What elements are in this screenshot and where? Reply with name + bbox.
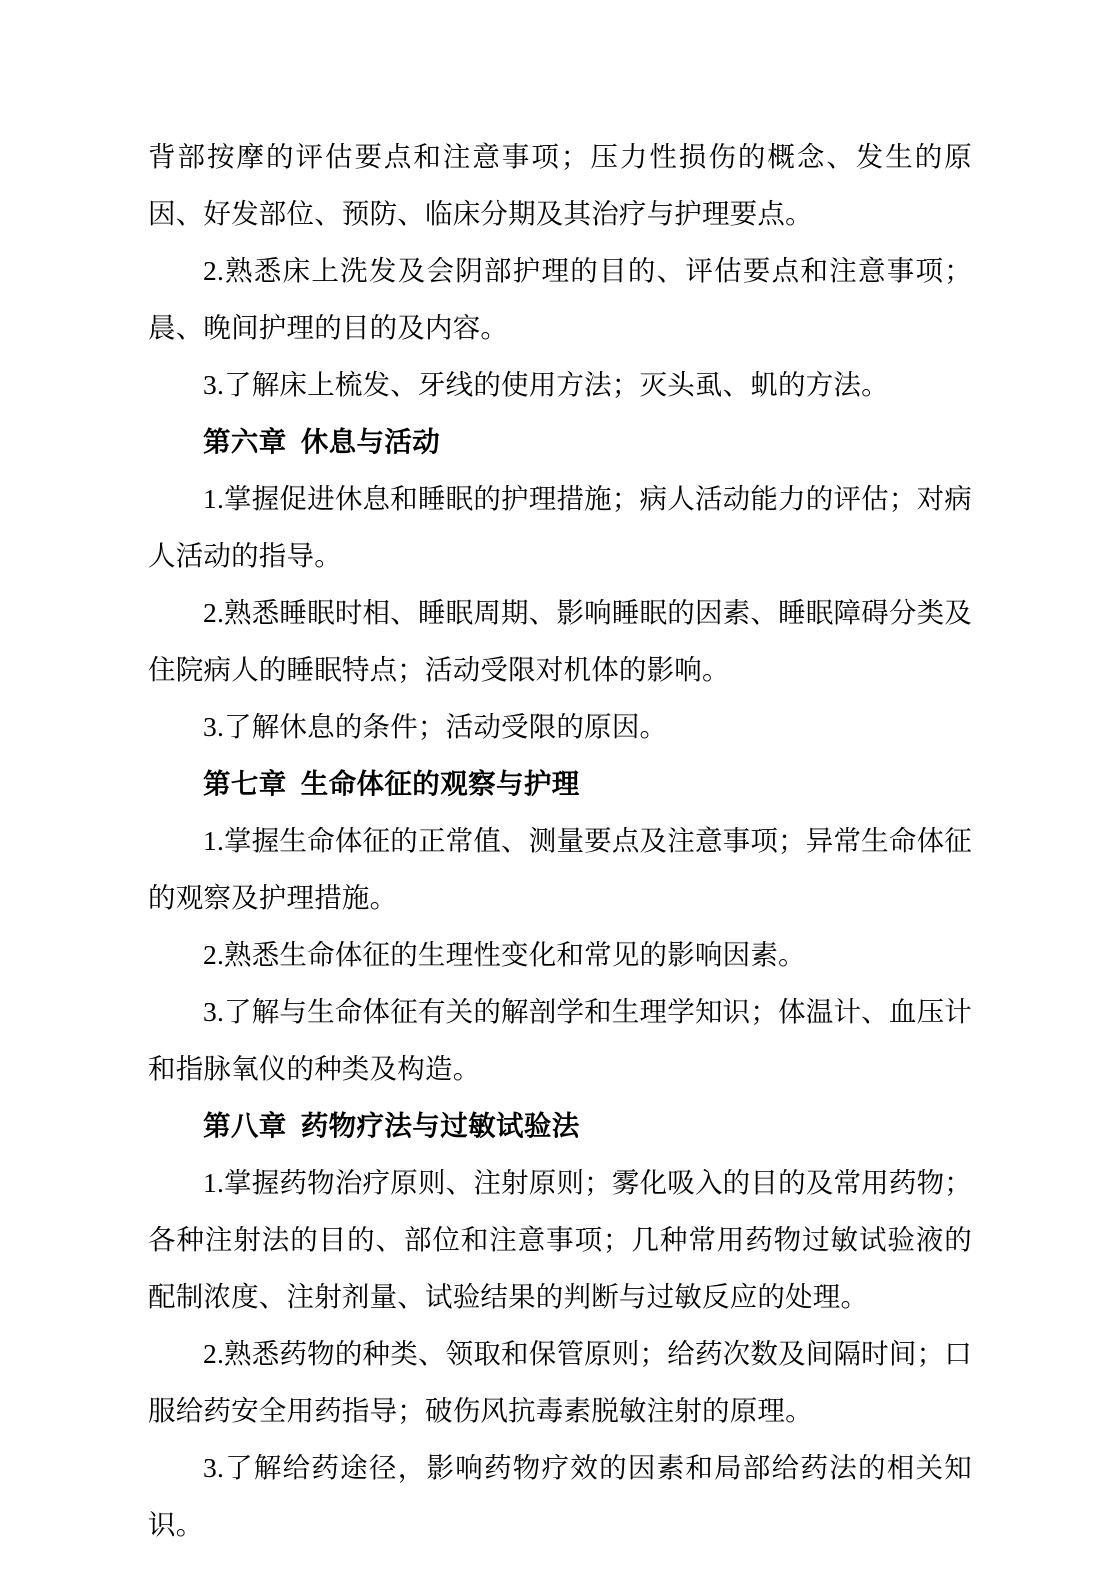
chapter-title: 休息与活动 <box>300 426 441 457</box>
paragraph-item: 1.掌握促进休息和睡眠的护理措施；病人活动能力的评估；对病人活动的指导。 <box>148 483 972 571</box>
chapter-heading-8 <box>148 1097 972 1154</box>
paragraph-item: 2.熟悉生命体征的生理性变化和常见的影响因素。 <box>203 939 806 970</box>
chapter-number: 第八章 <box>203 1110 287 1141</box>
paragraph-item: 1.掌握生命体征的正常值、测量要点及注意事项；异常生命体征的观察及护理措施。 <box>148 825 972 913</box>
paragraph-item: 3.了解与生命体征有关的解剖学和生理学知识；体温计、血压计和指脉氧仪的种类及构造。 <box>148 996 972 1084</box>
chapter-title: 生命体征的观察与护理 <box>300 768 580 799</box>
chapter-heading-7 <box>148 755 972 812</box>
paragraph-item: 2.熟悉药物的种类、领取和保管原则；给药次数及间隔时间；口服给药安全用药指导；破伤风抗毒素脱敏注射的原理。 <box>148 1338 972 1426</box>
paragraph-item: 2.熟悉睡眠时相、睡眠周期、影响睡眠的因素、睡眠障碍分类及住院病人的睡眠特点；活动受限对机体的影响。 <box>148 597 972 685</box>
paragraph-continued: 背部按摩的评估要点和注意事项；压力性损伤的概念、发生的原因、好发部位、预防、临床分期及其治疗与护理要点。 <box>148 141 972 229</box>
chapter-title: 药物疗法与过敏试验法 <box>300 1110 580 1141</box>
paragraph-item: 1.掌握药物治疗原则、注射原则；雾化吸入的目的及常用药物；各种注射法的目的、部位和注意事项；几种常用药物过敏试验液的配制浓度、注射剂量、试验结果的判断与过敏反应的处理。 <box>148 1167 972 1312</box>
paragraph-item: 2.熟悉床上洗发及会阴部护理的目的、评估要点和注意事项；晨、晚间护理的目的及内容。 <box>148 255 972 343</box>
chapter-number: 第六章 <box>203 426 287 457</box>
paragraph-item: 3.了解床上梳发、牙线的使用方法；灭头虱、虮的方法。 <box>203 369 889 400</box>
document-body <box>148 128 972 1553</box>
chapter-number: 第七章 <box>203 768 287 799</box>
paragraph-item: 3.了解休息的条件；活动受限的原因。 <box>203 711 668 742</box>
paragraph-item: 3.了解给药途径，影响药物疗效的因素和局部给药法的相关知识。 <box>148 1452 972 1540</box>
chapter-heading-6 <box>148 413 972 470</box>
